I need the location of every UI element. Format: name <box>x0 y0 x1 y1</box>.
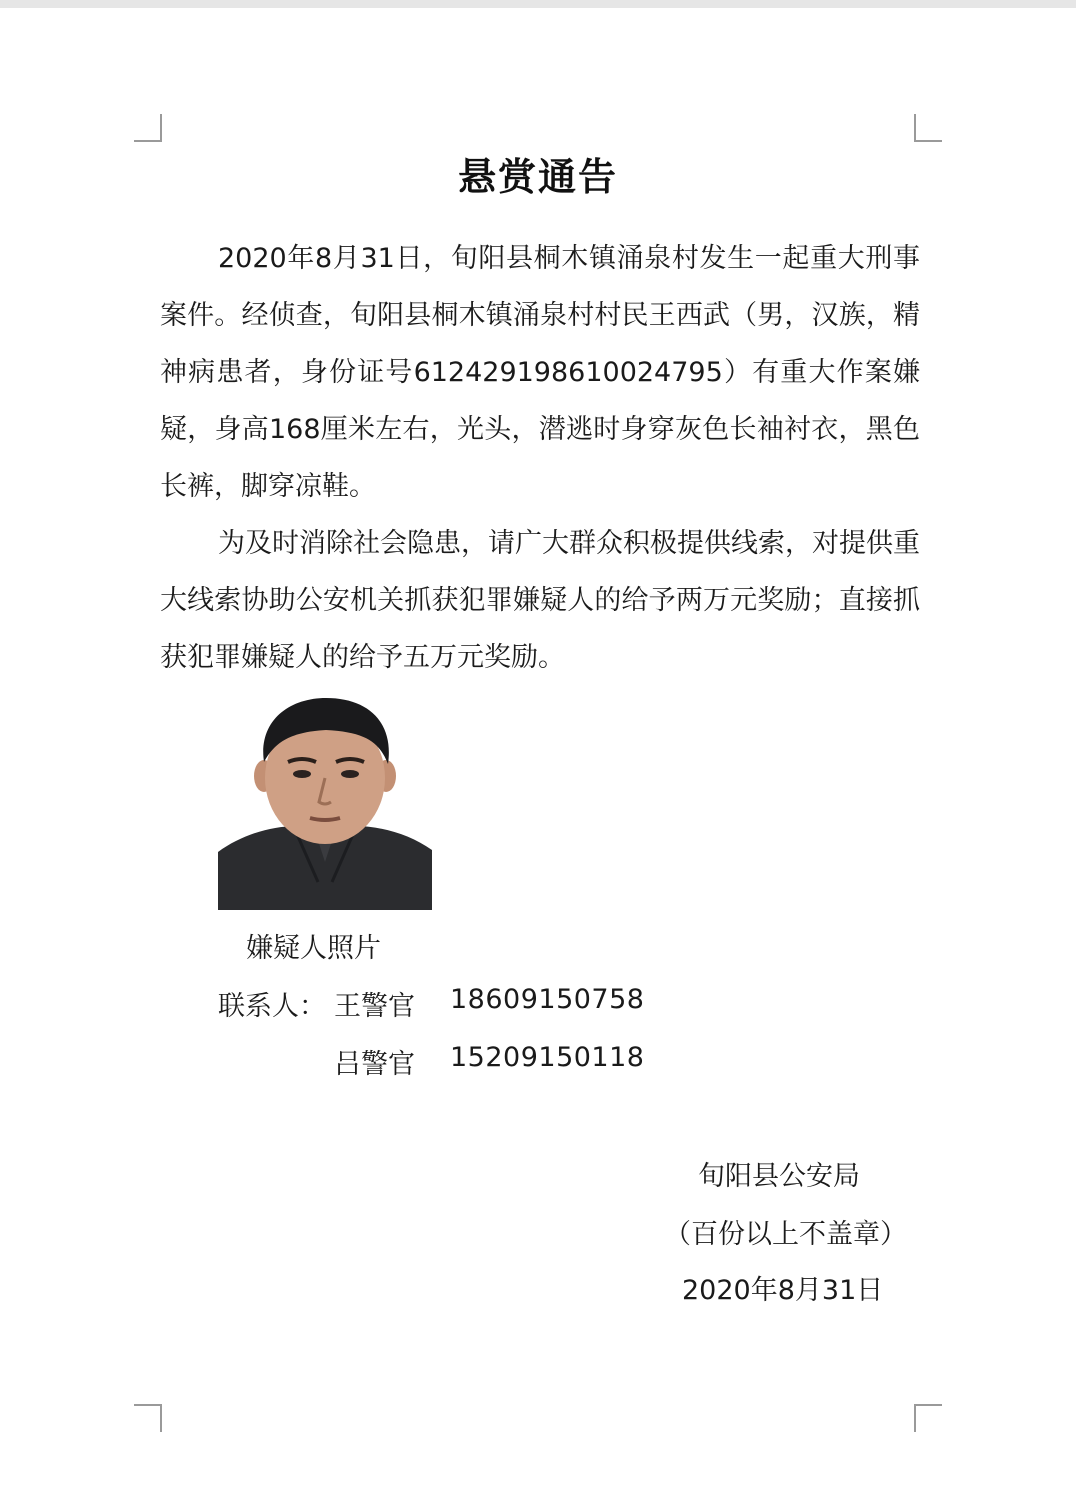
contact-name-1: 王警官 <box>334 991 415 1022</box>
corner-mark-top-left <box>134 114 162 142</box>
top-edge-band <box>0 0 1076 8</box>
contact-phone-2: 15209150118 <box>450 1042 645 1073</box>
suspect-photo <box>218 692 432 910</box>
paragraph-case-details: 2020年8月31日，旬阳县桐木镇涌泉村发生一起重大刑事案件。经侦查，旬阳县桐木镇涌泉村村民王西武（男，汉族，精神病患者，身份证号612429198610024795）有重大作案嫌疑，身高168厘米左右，光头，潜逃时身穿灰色长袖衬衣，黑色长裤，脚穿凉鞋。 <box>160 243 920 502</box>
document-title: 悬赏通告 <box>457 155 618 199</box>
suspect-portrait-image <box>218 692 432 910</box>
issuing-authority: 旬阳县公安局 <box>698 1161 860 1192</box>
contact-phone-1: 18609150758 <box>450 984 645 1015</box>
photo-caption: 嫌疑人照片 <box>246 933 381 964</box>
notice-body <box>160 230 920 686</box>
corner-mark-top-right <box>914 114 942 142</box>
contact-name-2: 吕警官 <box>334 1049 415 1080</box>
corner-mark-bottom-left <box>134 1404 162 1432</box>
contact-label: 联系人： <box>218 991 326 1022</box>
seal-note: （百份以上不盖章） <box>664 1219 907 1250</box>
paragraph-reward: 为及时消除社会隐患，请广大群众积极提供线索，对提供重大线索协助公安机关抓获犯罪嫌疑人的给予两万元奖励；直接抓获犯罪嫌疑人的给予五万元奖励。 <box>160 528 920 673</box>
corner-mark-bottom-right <box>914 1404 942 1432</box>
issue-date: 2020年8月31日 <box>682 1275 884 1306</box>
